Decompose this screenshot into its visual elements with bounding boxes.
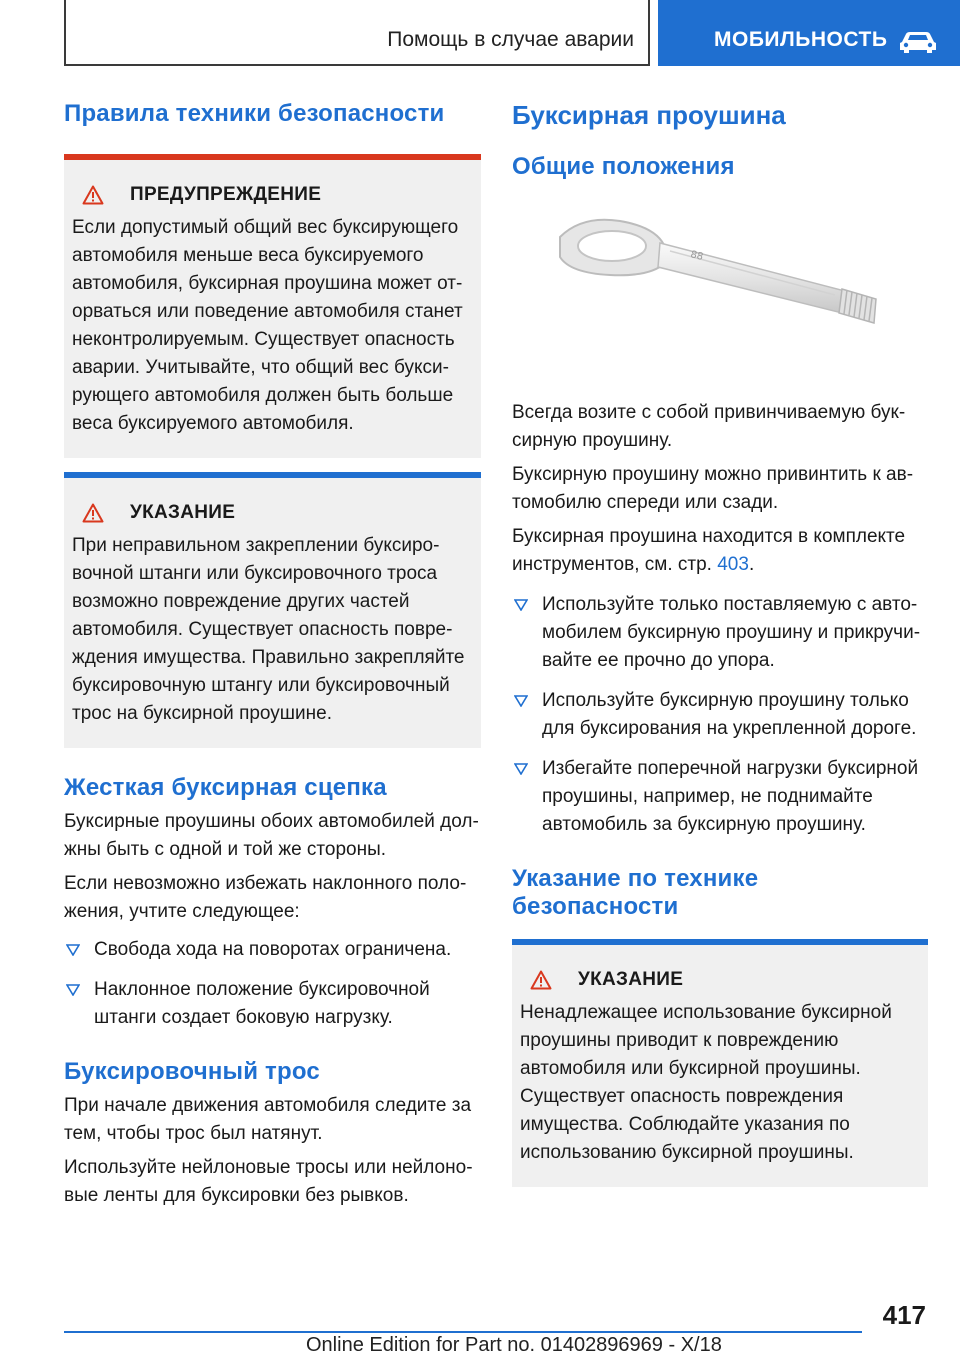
safety-note-heading: Указание по технике безопасности — [512, 865, 759, 920]
list-item — [512, 687, 928, 743]
triangle-bullet-icon — [66, 944, 80, 956]
header-chapter-tab[interactable] — [658, 0, 960, 66]
header-chapter-title: МОБИЛЬНОСТЬ — [714, 28, 888, 51]
notice-box — [512, 939, 928, 1187]
rigid-tow-paragraph-1: Буксирные проушины обоих автомобилей должны быть с одной и той же стороны. — [64, 811, 479, 860]
list-item-text: Избегайте поперечной нагрузки буксирной проушины, например, не поднимайте автомобиль за буксирную проушину. — [542, 758, 919, 835]
left-column — [64, 100, 481, 1210]
notice-text: При неправильном закреплении буксировочной штанги или буксировочного троса возможно повреждение других частей автомобиля. Существует опасность повреждения имущества. Правильно закрепляйте буксировочную штангу или буксировочный трос на буксирной проушине. — [72, 535, 465, 724]
page-link[interactable]: 403 — [717, 554, 749, 575]
triangle-bullet-icon — [514, 695, 528, 707]
warning-triangle-icon — [82, 185, 104, 205]
header-section-box — [64, 0, 650, 66]
list-item — [512, 755, 928, 839]
notice-box — [64, 472, 481, 748]
car-icon — [898, 28, 938, 54]
rigid-tow-heading: Жесткая буксирная сцепка — [64, 774, 387, 801]
list-item-text: Наклонное положение буксировочной штанги создает боковую нагрузку. — [94, 979, 430, 1028]
right-column — [512, 100, 928, 1187]
list-item-text: Свобода хода на поворотах ограничена. — [94, 939, 452, 960]
list-item — [64, 936, 481, 964]
rigid-tow-paragraph-2: Если невозможно избежать наклонного положения, учтите следующее: — [64, 873, 467, 922]
svg-text:88: 88 — [689, 249, 705, 263]
list-item — [512, 591, 928, 675]
notice-text: Ненадлежащее использование буксирной проушины приводит к повреждению автомобиля или буксирной проушины. Существует опасность повреждения имущества. Соблюдайте указания по использованию буксирной проушины. — [520, 1002, 892, 1163]
warning-box — [64, 154, 481, 458]
general-paragraph-3 — [512, 523, 928, 579]
warning-header — [82, 180, 473, 210]
footer-edition: Online Edition for Part no. 01402896969 - X/18 — [306, 1334, 722, 1356]
notice-header — [82, 498, 473, 528]
notice-header — [530, 965, 920, 995]
footer-divider — [64, 1331, 862, 1333]
list-item-text: Используйте буксирную проушину только для буксирования на укрепленной дороге. — [542, 690, 917, 739]
triangle-bullet-icon — [66, 984, 80, 996]
paragraph-text: . — [748, 554, 755, 575]
warning-text: Если допустимый общий вес буксирующего автомобиля меньше веса буксируемого автомобиля, буксирная проушина может оторваться или поведение автомобиля станет неконтролируемым. Существует опасность аварии. Учитывайте, что общий вес буксирующего автомобиля должен быть больше веса буксируемого автомобиля. — [72, 217, 463, 434]
tow-eye-image — [530, 201, 910, 369]
triangle-bullet-icon — [514, 599, 528, 611]
general-paragraph-2: Буксирную проушину можно привинтить к автомобилю спереди или сзади. — [512, 464, 914, 513]
list-item-text: Используйте только поставляемую с автомобилем буксирную проушину и прикручивайте ее прочно до упора. — [542, 594, 921, 671]
tow-rope-heading: Буксировочный трос — [64, 1058, 320, 1085]
notice-title: УКАЗАНИЕ — [130, 502, 236, 523]
warning-triangle-icon — [82, 503, 104, 523]
tow-eye-heading: Буксирная проушина — [512, 100, 786, 130]
safety-rules-heading: Правила техники безопасности — [64, 100, 445, 127]
triangle-bullet-icon — [514, 763, 528, 775]
tow-rope-paragraph-2: Используйте нейлоновые тросы или нейлоновые ленты для буксировки без рывков. — [64, 1157, 473, 1206]
header-section-title: Помощь в случае аварии — [387, 28, 634, 51]
warning-title: ПРЕДУПРЕЖДЕНИЕ — [130, 184, 322, 205]
general-heading: Общие положения — [512, 153, 735, 180]
general-paragraph-1: Всегда возите с собой привинчиваемую буксирную проушину. — [512, 402, 906, 451]
page-number: 417 — [882, 1300, 926, 1330]
notice-title: УКАЗАНИЕ — [578, 969, 684, 990]
warning-triangle-icon — [530, 970, 552, 990]
paragraph-text: Буксирная проушина находится в комплекте инструментов, см. стр. — [512, 526, 906, 575]
tow-rope-paragraph-1: При начале движения автомобиля следите за тем, чтобы трос был натянут. — [64, 1095, 472, 1144]
list-item — [64, 976, 481, 1032]
